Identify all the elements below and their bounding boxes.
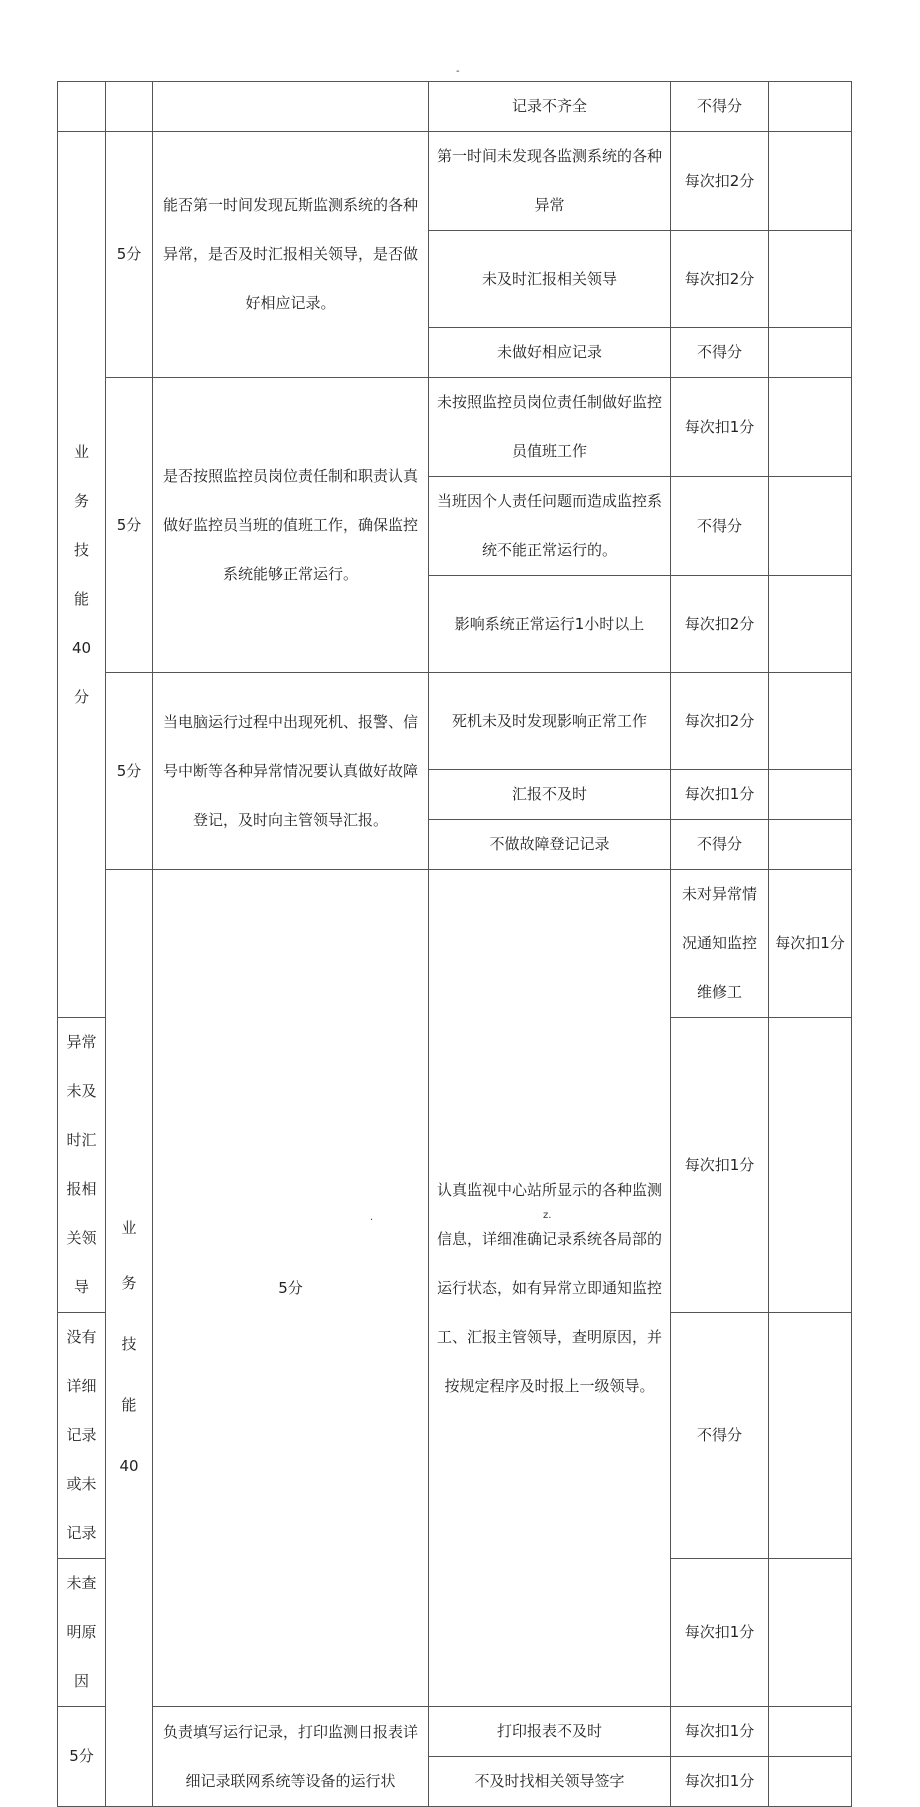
remark-cell xyxy=(769,231,852,328)
criterion-cell: 未查明原因 xyxy=(58,1559,106,1707)
page-mark-top: - xyxy=(456,66,460,77)
criterion-cell: 没有详细记录或未记录 xyxy=(58,1313,106,1559)
criterion-cell: 当班因个人责任问题而造成监控系统不能正常运行的。 xyxy=(429,477,671,576)
category-cell xyxy=(106,870,153,1807)
deduction-cell: 不得分 xyxy=(671,477,769,576)
category-char: 40 xyxy=(119,1456,139,1475)
remark-cell xyxy=(769,1559,852,1707)
deduction-cell: 每次扣2分 xyxy=(671,132,769,231)
deduction-cell: 不得分 xyxy=(671,328,769,378)
score-cell: 5分 xyxy=(58,1707,106,1807)
criterion-cell: 未对异常情况通知监控维修工 xyxy=(671,870,769,1018)
category-char: 分 xyxy=(73,687,89,706)
table-row xyxy=(58,378,852,477)
table-row xyxy=(58,673,852,770)
criterion-cell: 未按照监控员岗位责任制做好监控员值班工作 xyxy=(429,378,671,477)
deduction-cell: 每次扣1分 xyxy=(671,1018,769,1313)
remark-cell xyxy=(769,1707,852,1757)
category-char: 技 xyxy=(121,1334,137,1353)
category-char: 务 xyxy=(73,491,89,510)
remark-cell xyxy=(769,673,852,770)
category-char: 务 xyxy=(121,1273,137,1292)
category-char: 能 xyxy=(121,1395,137,1414)
deduction-cell: 每次扣1分 xyxy=(671,1707,769,1757)
category-char: 业 xyxy=(73,442,89,461)
remark-cell xyxy=(769,328,852,378)
deduction-cell: 每次扣2分 xyxy=(671,231,769,328)
criterion-cell: 不做故障登记记录 xyxy=(429,820,671,870)
item-cell: 负责填写运行记录，打印监测日报表详细记录联网系统等设备的运行状 xyxy=(153,1707,429,1807)
category-cell xyxy=(58,132,106,1018)
table-row xyxy=(58,870,852,1018)
remark-cell xyxy=(769,477,852,576)
category-char: 技 xyxy=(73,540,89,559)
criterion-cell: 记录不齐全 xyxy=(429,82,671,132)
page-mark-bottom-left: . xyxy=(370,1212,374,1223)
criterion-cell: 影响系统正常运行1小时以上 xyxy=(429,576,671,673)
remark-cell xyxy=(769,1018,852,1313)
category-char: 能 xyxy=(73,589,89,608)
item-cell: 是否按照监控员岗位责任制和职责认真做好监控员当班的值班工作，确保监控系统能够正常运行。 xyxy=(153,378,429,673)
deduction-cell: 每次扣1分 xyxy=(671,1559,769,1707)
table-row xyxy=(58,132,852,231)
remark-cell xyxy=(769,378,852,477)
category-char: 业 xyxy=(121,1218,137,1237)
score-cell: 5分 xyxy=(106,132,153,378)
item-cell: 当电脑运行过程中出现死机、报警、信号中断等各种异常情况要认真做好故障登记，及时向主管领导汇报。 xyxy=(153,673,429,870)
deduction-cell: 每次扣2分 xyxy=(671,576,769,673)
score-cell: 5分 xyxy=(153,870,429,1707)
remark-cell xyxy=(769,82,852,132)
deduction-cell: 每次扣1分 xyxy=(671,770,769,820)
deduction-cell: 不得分 xyxy=(671,82,769,132)
deduction-cell: 每次扣1分 xyxy=(671,1757,769,1807)
criterion-cell: 打印报表不及时 xyxy=(429,1707,671,1757)
score-cell xyxy=(106,82,153,132)
criterion-cell: 死机未及时发现影响正常工作 xyxy=(429,673,671,770)
remark-cell xyxy=(769,1757,852,1807)
deduction-cell: 每次扣1分 xyxy=(769,870,852,1018)
remark-cell xyxy=(769,770,852,820)
criterion-cell: 第一时间未发现各监测系统的各种异常 xyxy=(429,132,671,231)
item-cell: 认真监视中心站所显示的各种监测信息，详细准确记录系统各局部的运行状态，如有异常立即通知监控工、汇报主管领导，查明原因，并按规定程序及时报上一级领导。 xyxy=(429,870,671,1707)
criterion-cell: 未及时汇报相关领导 xyxy=(429,231,671,328)
category-char: 40 xyxy=(71,638,92,657)
criterion-cell: 不及时找相关领导签字 xyxy=(429,1757,671,1807)
assessment-table xyxy=(57,81,852,1807)
category-cell xyxy=(58,82,106,132)
criterion-cell: 异常未及时汇报相关领导 xyxy=(58,1018,106,1313)
item-cell xyxy=(153,82,429,132)
page-mark-bottom-right: z. xyxy=(543,1210,552,1221)
table-row xyxy=(58,82,852,132)
deduction-cell: 不得分 xyxy=(671,820,769,870)
deduction-cell: 每次扣1分 xyxy=(671,378,769,477)
item-cell: 能否第一时间发现瓦斯监测系统的各种异常，是否及时汇报相关领导，是否做好相应记录。 xyxy=(153,132,429,378)
remark-cell xyxy=(769,576,852,673)
remark-cell xyxy=(769,820,852,870)
score-cell: 5分 xyxy=(106,378,153,673)
remark-cell xyxy=(769,1313,852,1559)
criterion-cell: 未做好相应记录 xyxy=(429,328,671,378)
score-cell: 5分 xyxy=(106,673,153,870)
deduction-cell: 每次扣2分 xyxy=(671,673,769,770)
table-row xyxy=(58,1707,852,1757)
criterion-cell: 汇报不及时 xyxy=(429,770,671,820)
deduction-cell: 不得分 xyxy=(671,1313,769,1559)
remark-cell xyxy=(769,132,852,231)
